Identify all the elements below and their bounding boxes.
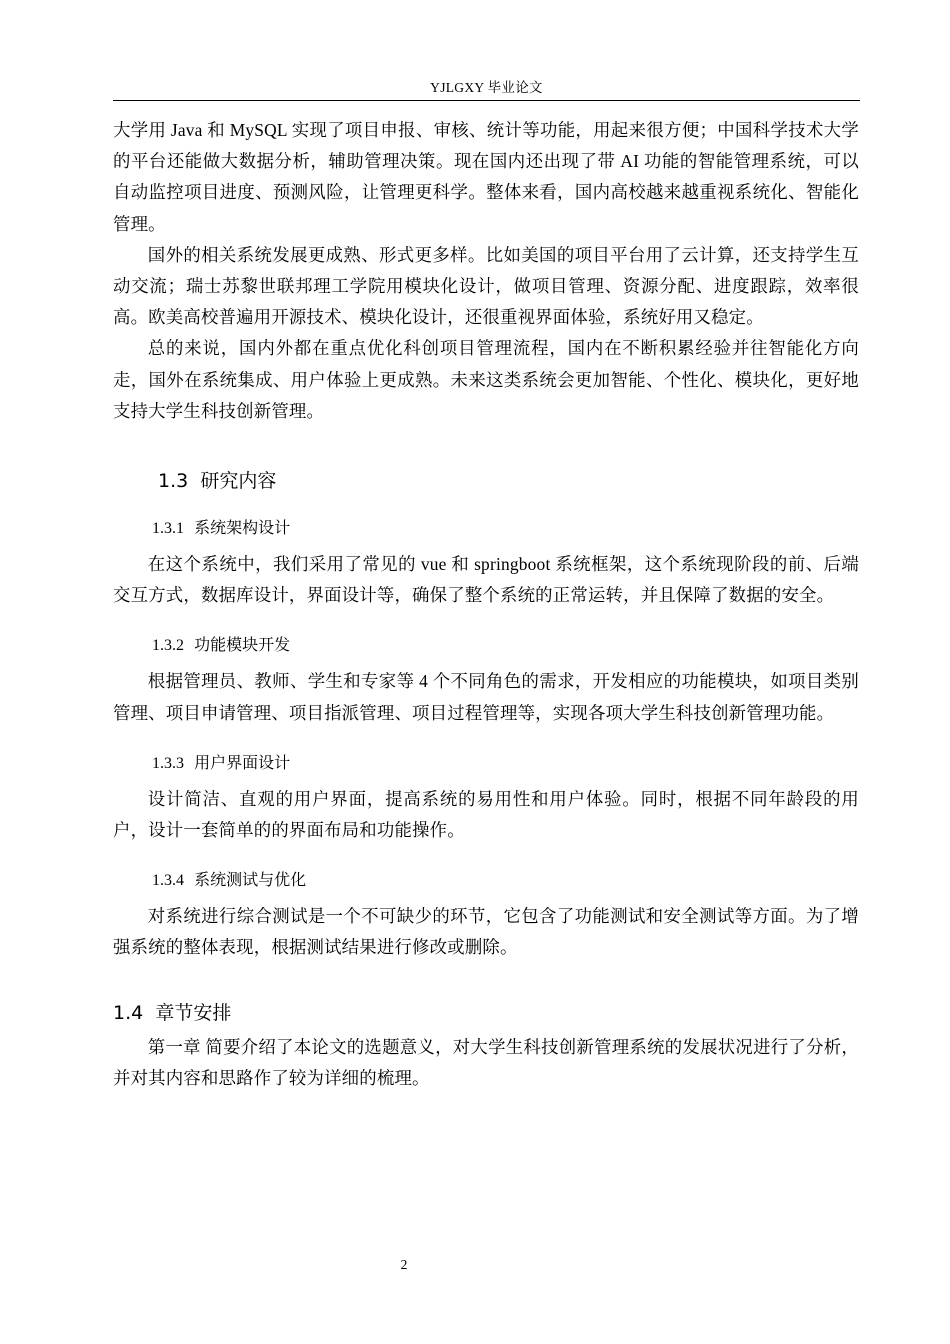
paragraph-domestic-status: 大学用 Java 和 MySQL 实现了项目申报、审核、统计等功能，用起来很方便；中国科学技术大学的平台还能做大数据分析，辅助管理决策。现在国内还出现了带 AI 功能的智能管理系统，可以自动监控项目进度、预测风险，让管理更科学。整体来看，国内高校越来越重视系统化、智能化管理。 <box>113 120 859 234</box>
subsection-heading-1-3-1 <box>113 515 859 542</box>
paragraph-chapter-arrangement: 第一章 简要介绍了本论文的选题意义，对大学生科技创新管理系统的发展状况进行了分析，并对其内容和思路作了较为详细的梳理。 <box>113 1036 859 1088</box>
section-heading-1-4 <box>113 998 859 1028</box>
subsection-title: 系统测试与优化 <box>194 870 307 890</box>
paragraph-summary: 总的来说，国内外都在重点优化科创项目管理流程，国内在不断积累经验并往智能化方向走，国外在系统集成、用户体验上更成熟。未来这类系统会更加智能、个性化、模块化，更好地支持大学生科技创新管理。 <box>113 338 859 421</box>
subsection-heading-1-3-3 <box>113 750 859 777</box>
section-number: 1.4 <box>113 1001 144 1024</box>
section-title: 章节安排 <box>155 1001 232 1024</box>
subsection-title: 用户界面设计 <box>194 752 291 772</box>
subsection-number: 1.3.3 <box>152 754 184 772</box>
section-heading-1-3 <box>113 466 859 496</box>
paragraph-ui-design: 设计简洁、直观的用户界面，提高系统的易用性和用户体验。同时，根据不同年龄段的用户，设计一套简单的的界面布局和功能操作。 <box>113 788 859 841</box>
header-rule <box>113 100 860 101</box>
subsection-heading-1-3-4 <box>113 867 859 894</box>
page-body <box>113 115 859 1094</box>
page-header <box>113 78 860 100</box>
subsection-title: 功能模块开发 <box>194 635 291 655</box>
paragraph-foreign-status: 国外的相关系统发展更成熟、形式更多样。比如美国的项目平台用了云计算，还支持学生互动交流；瑞士苏黎世联邦理工学院用模块化设计，做项目管理、资源分配、进度跟踪，效率很高。欧美高校普遍用开源技术、模块化设计，还很重视界面体验，系统好用又稳定。 <box>113 244 859 328</box>
page-number: 2 <box>400 1257 408 1272</box>
subsection-number: 1.3.2 <box>152 637 184 655</box>
header-title: YJLGXY 毕业论文 <box>430 80 543 95</box>
subsection-heading-1-3-2 <box>113 632 859 659</box>
section-title: 研究内容 <box>200 470 277 493</box>
subsection-number: 1.3.1 <box>152 520 184 538</box>
subsection-title: 系统架构设计 <box>194 518 291 538</box>
section-number: 1.3 <box>158 470 189 493</box>
paragraph-testing: 对系统进行综合测试是一个不可缺少的环节，它包含了功能测试和安全测试等方面。为了增强系统的整体表现，根据测试结果进行修改或删除。 <box>113 906 859 958</box>
subsection-number: 1.3.4 <box>152 872 184 890</box>
paragraph-architecture: 在这个系统中，我们采用了常见的 vue 和 springboot 系统框架，这个系统现阶段的前、后端交互方式，数据库设计，界面设计等，确保了整个系统的正常运转，并且保障了数据的安全。 <box>113 554 859 606</box>
paragraph-modules: 根据管理员、教师、学生和专家等 4 个不同角色的需求，开发相应的功能模块，如项目类别管理、项目申请管理、项目指派管理、项目过程管理等，实现各项大学生科技创新管理功能。 <box>113 671 859 723</box>
